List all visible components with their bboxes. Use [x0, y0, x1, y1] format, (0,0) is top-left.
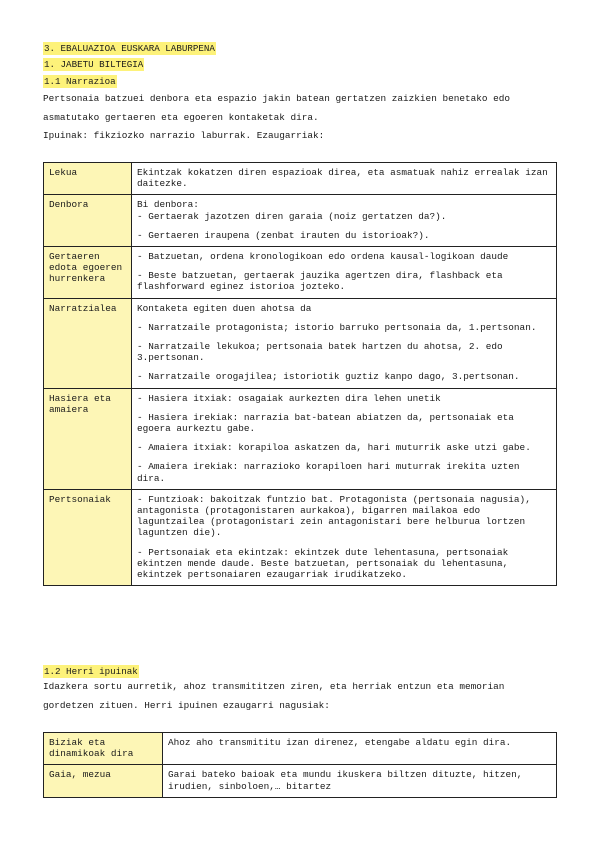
row-label: Gertaeren edota egoeren hurrenkera — [44, 247, 132, 299]
table-row — [44, 163, 557, 195]
row-label: Gaia, mezua — [44, 765, 163, 797]
table-row — [44, 733, 557, 765]
row-paragraph: - Narratzaile lekukoa; pertsonaia batek hartzen du ahotsa, 2. edo 3.pertsonan. — [137, 341, 503, 364]
row-paragraph: - Amaiera itxiak: korapiloa askatzen da, hari muturrik aske utzi gabe. — [137, 442, 531, 454]
row-paragraph: - Hasiera irekiak: narrazia bat-batean abiatzen da, pertsonaiak eta egoera aurkeztu gabe. — [137, 411, 514, 435]
table-row — [44, 388, 557, 489]
row-paragraph: Ahoz aho transmititu izan direnez, etengabe aldatu egin dira. — [168, 737, 512, 748]
subheading-herri-ipuinak: 1.2 Herri ipuinak — [44, 666, 138, 677]
row-content — [132, 163, 557, 195]
row-paragraph: Kontaketa egiten duen ahotsa da — [137, 302, 312, 314]
row-content — [163, 733, 557, 765]
row-content — [132, 489, 557, 585]
row-paragraph: - Amaiera irekiak: narrazioko korapiloen hari muturrak irekita uzten dira. — [137, 461, 520, 484]
row-paragraph: - Gertaeren iraupena (zenbat irauten du istorioak?). — [137, 229, 430, 241]
row-label: Lekua — [44, 163, 132, 195]
row-content — [132, 298, 557, 388]
row-paragraph: - Beste batzuetan, gertaerak jauzika agertzen dira, flashback eta flashforward eginez istorioa jozteko. — [137, 270, 503, 293]
subheading-narrazioa: 1.1 Narrazioa — [44, 76, 116, 87]
narrazioa-table — [43, 162, 557, 586]
table-row — [44, 247, 557, 299]
table-row — [44, 298, 557, 388]
row-content — [132, 247, 557, 299]
row-label: Narratzialea — [44, 298, 132, 388]
row-paragraph: Bi denbora: - Gertaerak jazotzen diren garaia (noiz gertatzen da?). — [137, 199, 447, 222]
section-heading: 3. EBALUAZIOA EUSKARA LABURPENA — [44, 43, 215, 54]
row-paragraph: - Narratzaile orogajilea; istoriotik guztiz kanpo dago, 3.pertsonan. — [137, 371, 520, 383]
row-paragraph: Ekintzak kokatzen diren espazioak direa, eta asmatuak nahiz errealak izan daitezke. — [137, 167, 548, 190]
row-paragraph: - Funtzioak: bakoitzak funtzio bat. Protagonista (pertsonaia nagusia), antagonista (protagonistaren aurkakoa), bigarren mailakoa edo laguntzailea (protagonistari zein antagonistari bere helburua lortzen laguntzen die). — [137, 493, 531, 539]
row-label: Denbora — [44, 195, 132, 247]
herri-ipuinak-table — [43, 732, 557, 798]
narrazioa-intro: Pertsonaia batzuei denbora eta espazio jakin batean gertatzen zaizkien benetako edo asmatutako gertaeren eta egoeren kontaketak dira. Ipuinak: fikziozko narrazio laburrak. Ezaugarriak: — [43, 93, 510, 141]
row-label: Pertsonaiak — [44, 489, 132, 585]
row-content — [132, 195, 557, 247]
row-content — [132, 388, 557, 489]
part-heading: 1. JABETU BILTEGIA — [44, 59, 144, 70]
row-label: Biziak eta dinamikoak dira — [44, 733, 163, 765]
row-paragraph: - Hasiera itxiak: osagaiak aurkezten dira lehen unetik — [137, 392, 441, 404]
row-paragraph: - Batzuetan, ordena kronologikoan edo ordena kausal-logikoan daude — [137, 251, 509, 263]
row-paragraph: Garai bateko baioak eta mundu ikuskera biltzen dituzte, hitzen, irudien, sinboloen,… bitartez — [168, 769, 523, 792]
table-row — [44, 195, 557, 247]
row-paragraph: - Narratzaile protagonista; istorio barruko pertsonaia da, 1.pertsonan. — [137, 321, 537, 333]
row-label: Hasiera eta amaiera — [44, 388, 132, 489]
herri-ipuinak-intro: Idazkera sortu aurretik, ahoz transmititzen ziren, eta herriak entzun eta memorian gordetzen zituen. Herri ipuinen ezaugarri nagusiak: — [43, 681, 505, 711]
row-content — [163, 765, 557, 797]
row-paragraph: - Pertsonaiak eta ekintzak: ekintzek dute lehentasuna, pertsonaiak ekintzen mende daude. Beste batzuetan, pertsonaiak du lehentasuna, ekintzek pertsonaiaren ezaugarriak irudikatzeko. — [137, 546, 509, 581]
table-row — [44, 765, 557, 797]
table-row — [44, 489, 557, 585]
